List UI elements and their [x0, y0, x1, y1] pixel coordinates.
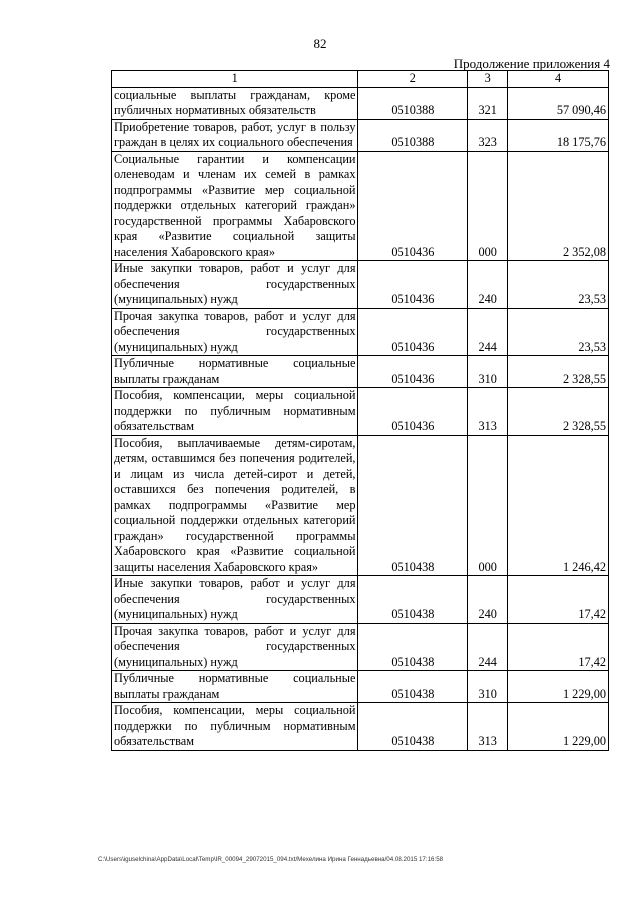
table-row	[112, 576, 609, 624]
header-col-2: 2	[358, 71, 468, 88]
row-code: 0510438	[358, 703, 468, 751]
row-description: Социальные гарантии и компенсации оленеводам и членам их семей в рамках подпрограммы «Развитие мер социальной поддержки отдельных категорий граждан» государственной программы Хабаровского края «Развитие социальной защиты населения Хабаровского края»	[112, 151, 358, 261]
row-amount: 1 229,00	[508, 703, 609, 751]
row-amount: 2 352,08	[508, 151, 609, 261]
row-amount: 17,42	[508, 576, 609, 624]
row-amount: 2 328,55	[508, 388, 609, 436]
row-amount: 23,53	[508, 308, 609, 356]
row-code: 0510436	[358, 388, 468, 436]
file-path-footer: C:\Users\iguselchina\AppData\Local\Temp\IR_00094_29072015_094.txt/Мехелина Ирина Геннадьевна/04.08.2015 17:16:58	[98, 856, 444, 863]
header-col-1: 1	[112, 71, 358, 88]
row-description: Приобретение товаров, работ, услуг в пользу граждан в целях их социального обеспечения	[112, 119, 358, 151]
row-kvr: 000	[468, 151, 508, 261]
row-kvr: 240	[468, 261, 508, 309]
row-code: 0510438	[358, 576, 468, 624]
row-amount: 18 175,76	[508, 119, 609, 151]
page-number: 82	[313, 36, 327, 51]
row-code: 0510436	[358, 261, 468, 309]
row-code: 0510438	[358, 623, 468, 671]
row-kvr: 321	[468, 87, 508, 119]
row-description: Иные закупки товаров, работ и услуг для обеспечения государственных (муниципальных) нужд	[112, 576, 358, 624]
row-description: Пособия, компенсации, меры социальной поддержки по публичным нормативным обязательствам	[112, 703, 358, 751]
row-kvr: 323	[468, 119, 508, 151]
row-amount: 23,53	[508, 261, 609, 309]
row-kvr: 244	[468, 623, 508, 671]
table-row	[112, 435, 609, 576]
row-kvr: 313	[468, 388, 508, 436]
row-description: Прочая закупка товаров, работ и услуг для обеспечения государственных (муниципальных) нужд	[112, 308, 358, 356]
table-row	[112, 623, 609, 671]
row-description: Иные закупки товаров, работ и услуг для обеспечения государственных (муниципальных) нужд	[112, 261, 358, 309]
row-kvr: 000	[468, 435, 508, 576]
row-amount: 57 090,46	[508, 87, 609, 119]
row-kvr: 310	[468, 671, 508, 703]
row-code: 0510436	[358, 356, 468, 388]
header-col-3: 3	[468, 71, 508, 88]
row-kvr: 244	[468, 308, 508, 356]
table-row	[112, 388, 609, 436]
row-code: 0510436	[358, 151, 468, 261]
table-row	[112, 356, 609, 388]
row-amount: 2 328,55	[508, 356, 609, 388]
table-row	[112, 703, 609, 751]
row-description: Пособия, выплачиваемые детям-сиротам, детям, оставшимся без попечения родителей, и лицам из числа детей-сирот и детей, оставшихся без попечения родителей, в рамках подпрограммы «Развитие мер социальной поддержки отдельных категорий граждан» государственной программы Хабаровского края «Развитие социальной защиты населения Хабаровского края»	[112, 435, 358, 576]
row-description: Публичные нормативные социальные выплаты гражданам	[112, 356, 358, 388]
row-amount: 17,42	[508, 623, 609, 671]
row-description: Пособия, компенсации, меры социальной поддержки по публичным нормативным обязательствам	[112, 388, 358, 436]
table-row	[112, 261, 609, 309]
row-code: 0510438	[358, 435, 468, 576]
row-description: Публичные нормативные социальные выплаты гражданам	[112, 671, 358, 703]
continuation-label: Продолжение приложения 4	[453, 56, 610, 71]
table-row	[112, 119, 609, 151]
row-description: социальные выплаты гражданам, кроме публичных нормативных обязательств	[112, 87, 358, 119]
row-description: Прочая закупка товаров, работ и услуг для обеспечения государственных (муниципальных) нужд	[112, 623, 358, 671]
table-header-row	[112, 71, 609, 88]
budget-table	[111, 70, 609, 751]
table-row	[112, 151, 609, 261]
table-row	[112, 308, 609, 356]
row-code: 0510436	[358, 308, 468, 356]
row-amount: 1 246,42	[508, 435, 609, 576]
row-amount: 1 229,00	[508, 671, 609, 703]
row-kvr: 310	[468, 356, 508, 388]
row-code: 0510388	[358, 87, 468, 119]
header-col-4: 4	[508, 71, 609, 88]
table-row	[112, 671, 609, 703]
row-code: 0510388	[358, 119, 468, 151]
row-code: 0510438	[358, 671, 468, 703]
table-row	[112, 87, 609, 119]
row-kvr: 313	[468, 703, 508, 751]
row-kvr: 240	[468, 576, 508, 624]
